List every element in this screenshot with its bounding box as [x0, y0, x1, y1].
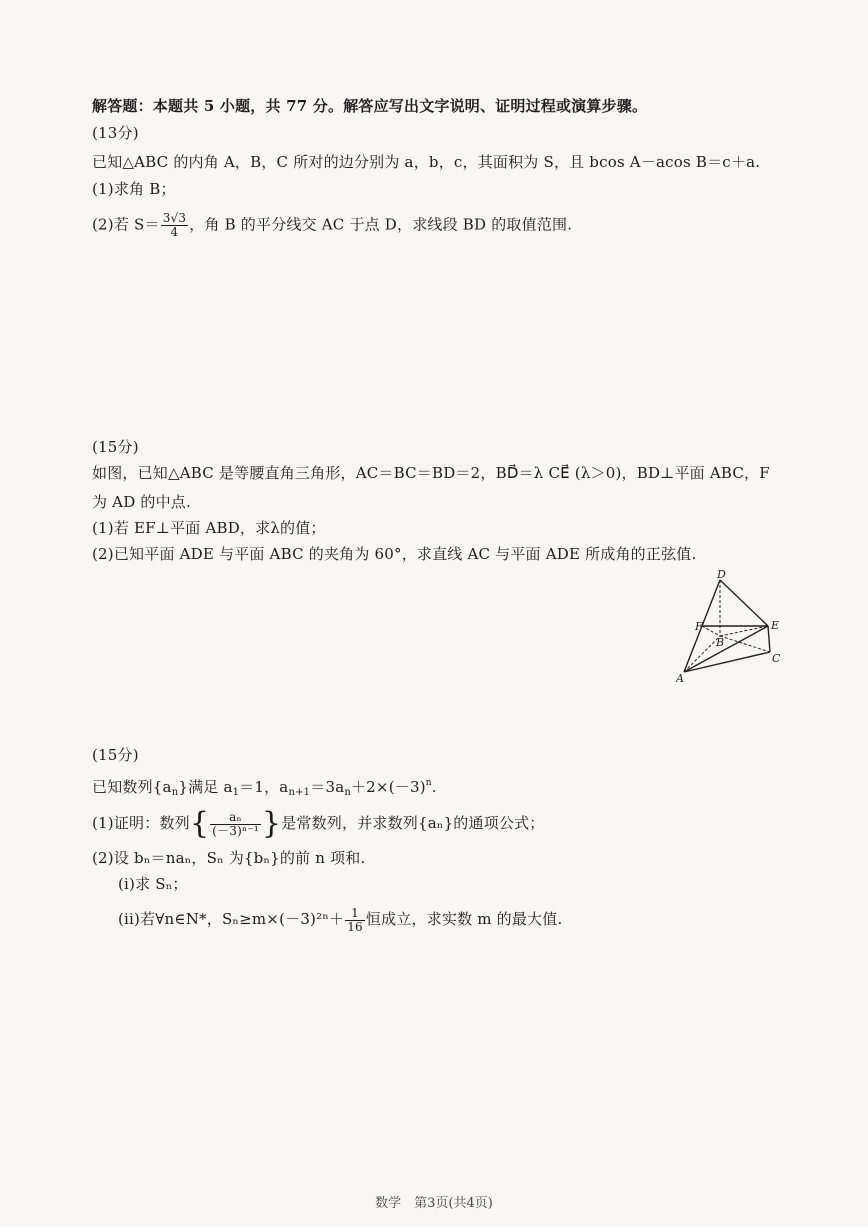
q16-stem-line1: 如图，已知△ABC 是等腰直角三角形，AC＝BC＝BD＝2，BD⃗＝λ CE⃗ (λ＞0)，BD⊥平面 ABC，F [92, 464, 770, 482]
label-C: C [772, 652, 781, 665]
q16-geometry-figure [676, 568, 796, 688]
q17-stem-end: . [431, 778, 437, 796]
q15-stem: 已知△ABC 的内角 A，B，C 所对的边分别为 a，b，c，其面积为 S，且 bcos A－acos B＝c＋a. [92, 153, 761, 171]
q17-part2-ii-prefix: (ii)若∀n∈N*，Sₙ≥m×(－3)²ⁿ＋ [118, 910, 345, 928]
q17-frac-den: (－3)ⁿ⁻¹ [212, 823, 259, 838]
q15-part2 [92, 212, 572, 239]
page-footer: 数学 第3页(共4页) [375, 1196, 493, 1211]
label-F: F [695, 620, 703, 633]
q17-stem-mid: }满足 a [178, 778, 233, 796]
q16-part1: (1)若 EF⊥平面 ABD，求λ的值； [92, 519, 326, 537]
label-A: A [676, 672, 684, 685]
q15-frac-num: 3√3 [162, 211, 187, 225]
edge-BE [720, 626, 768, 636]
q17-sub-n2: n [344, 787, 351, 798]
q17-part1-suffix: 是常数列，并求数列{aₙ}的通项公式； [281, 814, 545, 832]
q15-area-fraction [161, 212, 189, 239]
q17-stem-suffix: ＋2×(－3) [350, 778, 426, 796]
q15-part2-prefix: (2)若 S＝ [92, 215, 160, 234]
q17-part2-ii-suffix: 恒成立，求实数 m 的最大值. [365, 910, 563, 928]
q15-part2-suffix: ，角 B 的平分线交 AC 于点 D，求线段 BD 的取值范围. [189, 215, 573, 234]
left-brace: { [189, 806, 210, 841]
q17-ii-frac-den: 16 [347, 919, 363, 934]
section-instructions: 解答题：本题共 5 小题，共 77 分。解答应写出文字说明、证明过程或演算步骤。 [92, 97, 648, 115]
q15-part1: (1)求角 B； [92, 180, 176, 198]
q17-part1 [92, 806, 545, 840]
q17-stem [92, 773, 437, 803]
q15-score: (13分) [92, 124, 139, 142]
label-D: D [717, 568, 726, 581]
q17-ratio-fraction [210, 811, 261, 838]
q17-stem-mid3: ＝3a [310, 778, 345, 796]
q17-frac-num: aₙ [210, 811, 261, 825]
edge-DE [720, 580, 768, 626]
label-E: E [771, 619, 780, 632]
label-B: B [716, 636, 725, 649]
q17-sub-1: 1 [232, 787, 240, 798]
q15-frac-den: 4 [170, 225, 179, 239]
edge-EC [768, 626, 770, 652]
edge-AC [684, 652, 770, 672]
q17-one-sixteenth [345, 907, 365, 934]
q16-part2: (2)已知平面 ADE 与平面 ABC 的夹角为 60°，求直线 AC 与平面 ADE 所成角的正弦值. [92, 545, 697, 563]
q17-sub-n1: n+1 [288, 787, 311, 798]
q17-stem-prefix: 已知数列{a [92, 778, 172, 796]
q17-sup-n: n [425, 778, 432, 788]
q17-part2: (2)设 bₙ＝naₙ，Sₙ 为{bₙ}的前 n 项和. [92, 849, 366, 867]
edge-AB [684, 636, 720, 672]
edge-FB [702, 626, 720, 636]
q17-stem-mid2: ＝1，a [239, 778, 289, 796]
right-brace: } [261, 806, 282, 841]
q17-ii-frac-num: 1 [345, 907, 365, 921]
q17-sub-n: n [171, 787, 179, 798]
q17-part1-prefix: (1)证明：数列 [92, 814, 190, 832]
q16-stem-line2: 为 AD 的中点. [92, 493, 191, 511]
q16-score: (15分) [92, 438, 139, 456]
q17-part2-ii [118, 904, 562, 934]
q17-part2-i: (i)求 Sₙ； [118, 875, 188, 893]
q17-score: (15分) [92, 746, 139, 764]
